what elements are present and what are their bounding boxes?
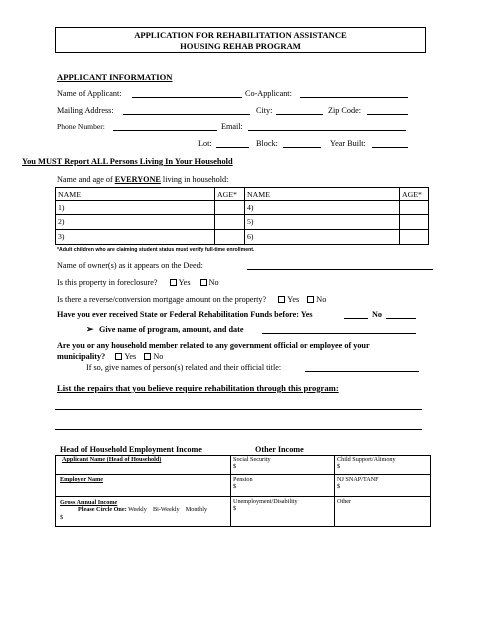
repairs-heading: List the repairs that you believe require rehabilitation through this program: [57, 383, 339, 393]
unemployment-label: Unemployment/Disability [233, 498, 298, 505]
pension-label: Pension [233, 476, 253, 483]
co-applicant-field[interactable] [300, 97, 408, 98]
gross-dollar-sign: $ [60, 514, 64, 521]
household-table [55, 187, 429, 245]
child-support-label: Child Support/Alimony [337, 456, 396, 463]
household-header-age-1: AGE* [217, 190, 237, 199]
household-col-divider [244, 187, 245, 245]
reverse-mortgage-question [57, 296, 326, 304]
give-name-label: Give name of program, amount, and date [99, 325, 244, 334]
household-footnote: *Adult children who are claiming student status must verify full-time enrollment. [57, 247, 255, 253]
block-field[interactable] [283, 147, 321, 148]
form-title-line2: HOUSING REHAB PROGRAM [180, 40, 301, 51]
phone-number-field[interactable] [113, 130, 217, 131]
name-of-applicant-field[interactable] [132, 97, 242, 98]
other-income-heading: Other Income [255, 445, 304, 454]
repairs-line[interactable] [55, 409, 422, 410]
city-label: City: [256, 106, 273, 115]
mailing-address-field[interactable] [123, 114, 250, 115]
if-so-field[interactable] [305, 371, 419, 372]
give-name-field[interactable] [262, 333, 416, 334]
received-funds-no-field[interactable] [386, 318, 416, 319]
foreclosure-yes-label: Yes [178, 278, 191, 287]
household-row-label: 2) [58, 217, 65, 226]
related-question-line1: Are you or any household member related to any government official or employee of your [57, 341, 370, 350]
year-built-label: Year Built: [330, 139, 366, 148]
related-no-checkbox[interactable] [144, 353, 151, 360]
foreclosure-question [57, 279, 219, 287]
reverse-mortgage-label: Is there a reverse/conversion mortgage amount on the property? [57, 295, 267, 304]
year-built-field[interactable] [372, 147, 408, 148]
social-security-label: Social Security [233, 456, 271, 463]
household-row-label: 3) [58, 232, 65, 241]
must-report-heading: You MUST Report ALL Persons Living In Your Household [22, 157, 233, 166]
household-col-divider [214, 187, 215, 245]
reverse-mortgage-yes-checkbox[interactable] [278, 296, 285, 303]
email-field[interactable] [248, 130, 406, 131]
received-funds-yes-field[interactable] [344, 318, 368, 319]
email-label: Email: [221, 122, 243, 131]
related-yes-checkbox[interactable] [115, 353, 122, 360]
foreclosure-no-checkbox[interactable] [200, 279, 207, 286]
form-title-line1: APPLICATION FOR REHABILITATION ASSISTANCE [134, 30, 347, 40]
phone-number-label: Phone Number: [57, 122, 105, 131]
employer-name-label: Employer Name [60, 476, 104, 483]
reverse-mortgage-no-checkbox[interactable] [307, 296, 314, 303]
owner-deed-field[interactable] [247, 269, 433, 270]
co-applicant-label: Co-Applicant: [245, 89, 292, 98]
name-age-instruction [57, 176, 228, 184]
social-security-dollar: $ [233, 463, 237, 470]
name-of-applicant-label: Name of Applicant: [57, 89, 122, 98]
zip-code-field[interactable] [367, 114, 408, 115]
owner-deed-label: Name of owner(s) as it appears on the Deed: [57, 261, 203, 270]
household-col-divider [399, 187, 400, 245]
repairs-line[interactable] [55, 429, 422, 430]
household-row-label: 4) [247, 203, 254, 212]
name-age-suffix: living in household: [160, 175, 229, 184]
household-header-age-2: AGE* [402, 190, 422, 199]
mailing-address-label: Mailing Address: [57, 106, 114, 115]
related-yes-label: Yes [124, 352, 137, 361]
pension-dollar: $ [233, 483, 237, 490]
block-label: Block: [256, 139, 278, 148]
household-header-name-1: NAME [58, 190, 81, 199]
lot-field[interactable] [216, 147, 249, 148]
related-no-label: No [153, 352, 164, 361]
household-row-label: 1) [58, 203, 65, 212]
zip-code-label: Zip Code: [328, 106, 361, 115]
related-question-line2 [57, 353, 163, 361]
household-row-label: 5) [247, 217, 254, 226]
applicant-section-title: APPLICANT INFORMATION [57, 72, 173, 82]
household-row-divider [55, 200, 429, 201]
if-so-label: If so, give names of person(s) related and their official title: [86, 363, 282, 372]
applicant-name-label: Applicant Name (Head of Household) [62, 456, 162, 463]
freq-biweekly[interactable]: Bi-Weekly [152, 506, 180, 513]
received-funds-no-label: No [372, 310, 383, 319]
foreclosure-label: Is this property in foreclosure? [57, 278, 158, 287]
other-label: Other [337, 498, 352, 505]
give-name-arrow-icon: ➢ [86, 324, 94, 334]
nj-snap-dollar: $ [337, 483, 341, 490]
lot-label: Lot: [198, 139, 212, 148]
child-support-dollar: $ [337, 463, 341, 470]
foreclosure-yes-checkbox[interactable] [170, 279, 177, 286]
related-municipality-label: municipality? [57, 352, 106, 361]
household-row-divider [55, 229, 429, 230]
circle-one-label: Please Circle One: [78, 506, 127, 513]
household-row-divider [55, 214, 429, 215]
city-field[interactable] [276, 114, 323, 115]
name-age-prefix: Name and age of [57, 175, 115, 184]
foreclosure-no-label: No [208, 278, 219, 287]
name-age-everyone: EVERYONE [114, 175, 161, 184]
pay-frequency-line [78, 507, 207, 514]
received-funds-question: Have you ever received State or Federal Rehabilitation Funds before: Yes [57, 310, 313, 319]
household-row-label: 6) [247, 232, 254, 241]
employment-income-heading: Head of Household Employment Income [60, 445, 202, 454]
reverse-mortgage-yes-label: Yes [287, 295, 300, 304]
reverse-mortgage-no-label: No [316, 295, 327, 304]
freq-monthly[interactable]: Monthly [185, 506, 208, 513]
freq-weekly[interactable]: Weekly [128, 506, 147, 513]
unemployment-dollar: $ [233, 505, 237, 512]
household-header-name-2: NAME [247, 190, 270, 199]
gross-annual-label: Gross Annual Income [60, 499, 118, 506]
nj-snap-label: NJ SNAP/TANF [337, 476, 379, 483]
